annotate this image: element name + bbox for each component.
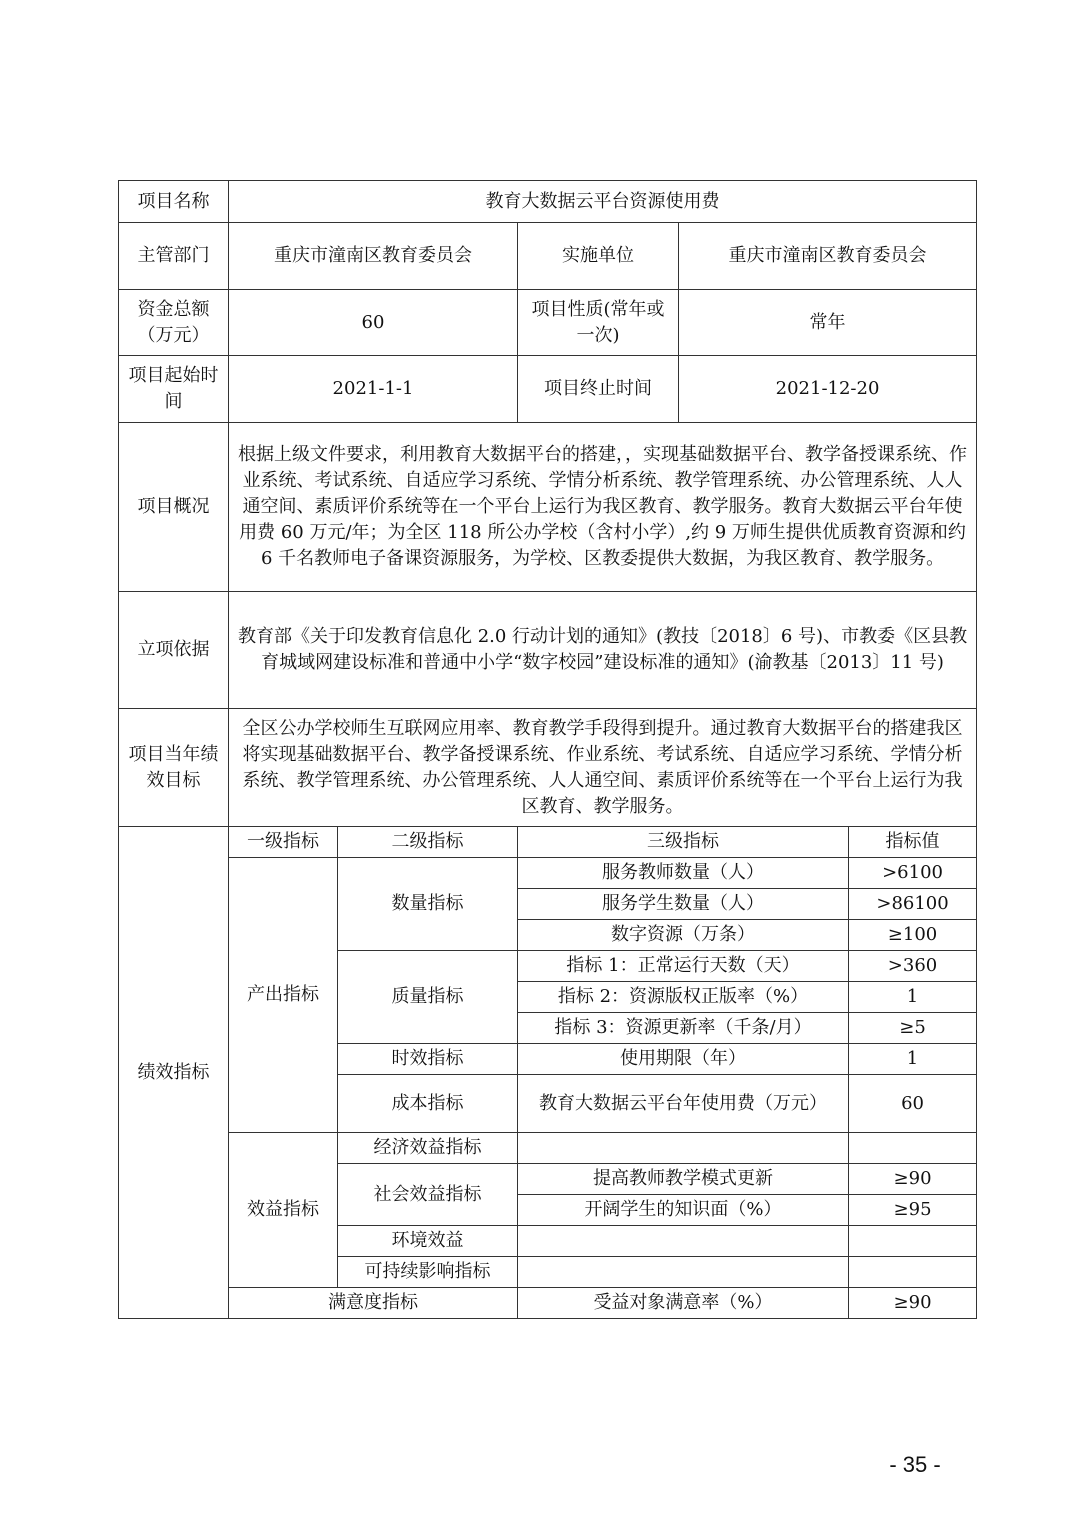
timeliness-indicator-label: 时效指标 — [338, 1044, 518, 1075]
start-value: 2021-1-1 — [229, 356, 518, 423]
satisfaction-indicator-label: 满意度指标 — [229, 1288, 518, 1319]
indicator-value: >360 — [849, 951, 977, 982]
indicator-name: 教育大数据云平台年使用费（万元） — [518, 1075, 849, 1133]
header-value: 指标值 — [849, 827, 977, 858]
indicator-value: ≥95 — [849, 1195, 977, 1226]
quantity-indicator-label: 数量指标 — [338, 858, 518, 951]
fund-value: 60 — [229, 290, 518, 356]
department-label: 主管部门 — [119, 223, 229, 290]
indicator-row — [119, 858, 977, 889]
indicator-name: 开阔学生的知识面（%） — [518, 1195, 849, 1226]
row-fund — [119, 290, 977, 356]
overview-label: 项目概况 — [119, 423, 229, 592]
row-period — [119, 356, 977, 423]
start-label: 项目起始时间 — [119, 356, 229, 423]
economic-indicator-label: 经济效益指标 — [338, 1133, 518, 1164]
goal-label: 项目当年绩效目标 — [119, 709, 229, 827]
page-number: - 35 - — [889, 1452, 941, 1477]
indicator-value: ≥5 — [849, 1013, 977, 1044]
project-name-value: 教育大数据云平台资源使用费 — [229, 181, 977, 223]
indicator-name: 服务教师数量（人） — [518, 858, 849, 889]
indicator-value: >6100 — [849, 858, 977, 889]
row-basis — [119, 592, 977, 709]
row-project-name — [119, 181, 977, 223]
department-value: 重庆市潼南区教育委员会 — [229, 223, 518, 290]
indicator-name — [518, 1257, 849, 1288]
implementer-value: 重庆市潼南区教育委员会 — [679, 223, 977, 290]
indicator-name: 服务学生数量（人） — [518, 889, 849, 920]
overview-text: 根据上级文件要求，利用教育大数据平台的搭建，，实现基础数据平台、教学备授课系统、作业系统、考试系统、自适应学习系统、学情分析系统、教学管理系统、办公管理系统、人人通空间、素质评价系统等在一个平台上运行为我区教育、教学服务。教育大数据云平台年使用费 60 万元/年；为全区 118 所公办学校（含村小学）,约 9 万师生提供优质教育资源和约 6 千名教师电子备课资源服务，为学校、区教委提供大数据，为我区教育、教学服务。 — [229, 423, 977, 592]
indicator-name — [518, 1226, 849, 1257]
row-department — [119, 223, 977, 290]
row-goal — [119, 709, 977, 827]
basis-label: 立项依据 — [119, 592, 229, 709]
header-level3: 三级指标 — [518, 827, 849, 858]
indicator-value — [849, 1133, 977, 1164]
indicator-name: 受益对象满意率（%） — [518, 1288, 849, 1319]
fund-label: 资金总额（万元） — [119, 290, 229, 356]
indicator-value — [849, 1226, 977, 1257]
goal-text: 全区公办学校师生互联网应用率、教育教学手段得到提升。通过教育大数据平台的搭建我区将实现基础数据平台、教学备授课系统、作业系统、考试系统、自适应学习系统、学情分析系统、教学管理系统、办公管理系统、人人通空间、素质评价系统等在一个平台上运行为我区教育、教学服务。 — [229, 709, 977, 827]
indicator-name: 数字资源（万条） — [518, 920, 849, 951]
header-level2: 二级指标 — [338, 827, 518, 858]
indicator-name: 使用期限（年） — [518, 1044, 849, 1075]
basis-text: 教育部《关于印发教育信息化 2.0 行动计划的通知》(教技〔2018〕6 号)、市教委《区县教育城域网建设标准和普通中小学“数字校园”建设标准的通知》(渝教基〔2013〕11 号) — [229, 592, 977, 709]
indicator-name: 提高教师教学模式更新 — [518, 1164, 849, 1195]
indicator-value — [849, 1257, 977, 1288]
nature-label: 项目性质(常年或一次) — [518, 290, 679, 356]
indicator-value: ≥90 — [849, 1288, 977, 1319]
project-name-label: 项目名称 — [119, 181, 229, 223]
indicator-value: 1 — [849, 1044, 977, 1075]
indicator-section-label: 绩效指标 — [119, 827, 229, 1319]
end-value: 2021-12-20 — [679, 356, 977, 423]
indicator-name: 指标 2：资源版权正版率（%） — [518, 982, 849, 1013]
project-performance-table — [118, 180, 977, 1319]
social-indicator-label: 社会效益指标 — [338, 1164, 518, 1226]
sustainable-indicator-label: 可持续影响指标 — [338, 1257, 518, 1288]
output-indicator-label: 产出指标 — [229, 858, 338, 1133]
indicator-name: 指标 1：正常运行天数（天） — [518, 951, 849, 982]
implementer-label: 实施单位 — [518, 223, 679, 290]
quality-indicator-label: 质量指标 — [338, 951, 518, 1044]
header-level1: 一级指标 — [229, 827, 338, 858]
indicator-name — [518, 1133, 849, 1164]
indicator-value: ≥90 — [849, 1164, 977, 1195]
indicator-name: 指标 3：资源更新率（千条/月） — [518, 1013, 849, 1044]
indicator-value: 1 — [849, 982, 977, 1013]
benefit-indicator-label: 效益指标 — [229, 1133, 338, 1288]
indicator-header-row — [119, 827, 977, 858]
environment-indicator-label: 环境效益 — [338, 1226, 518, 1257]
indicator-value: ≥100 — [849, 920, 977, 951]
indicator-row — [119, 1288, 977, 1319]
indicator-row — [119, 1133, 977, 1164]
nature-value: 常年 — [679, 290, 977, 356]
indicator-value: >86100 — [849, 889, 977, 920]
cost-indicator-label: 成本指标 — [338, 1075, 518, 1133]
indicator-value: 60 — [849, 1075, 977, 1133]
row-overview — [119, 423, 977, 592]
end-label: 项目终止时间 — [518, 356, 679, 423]
